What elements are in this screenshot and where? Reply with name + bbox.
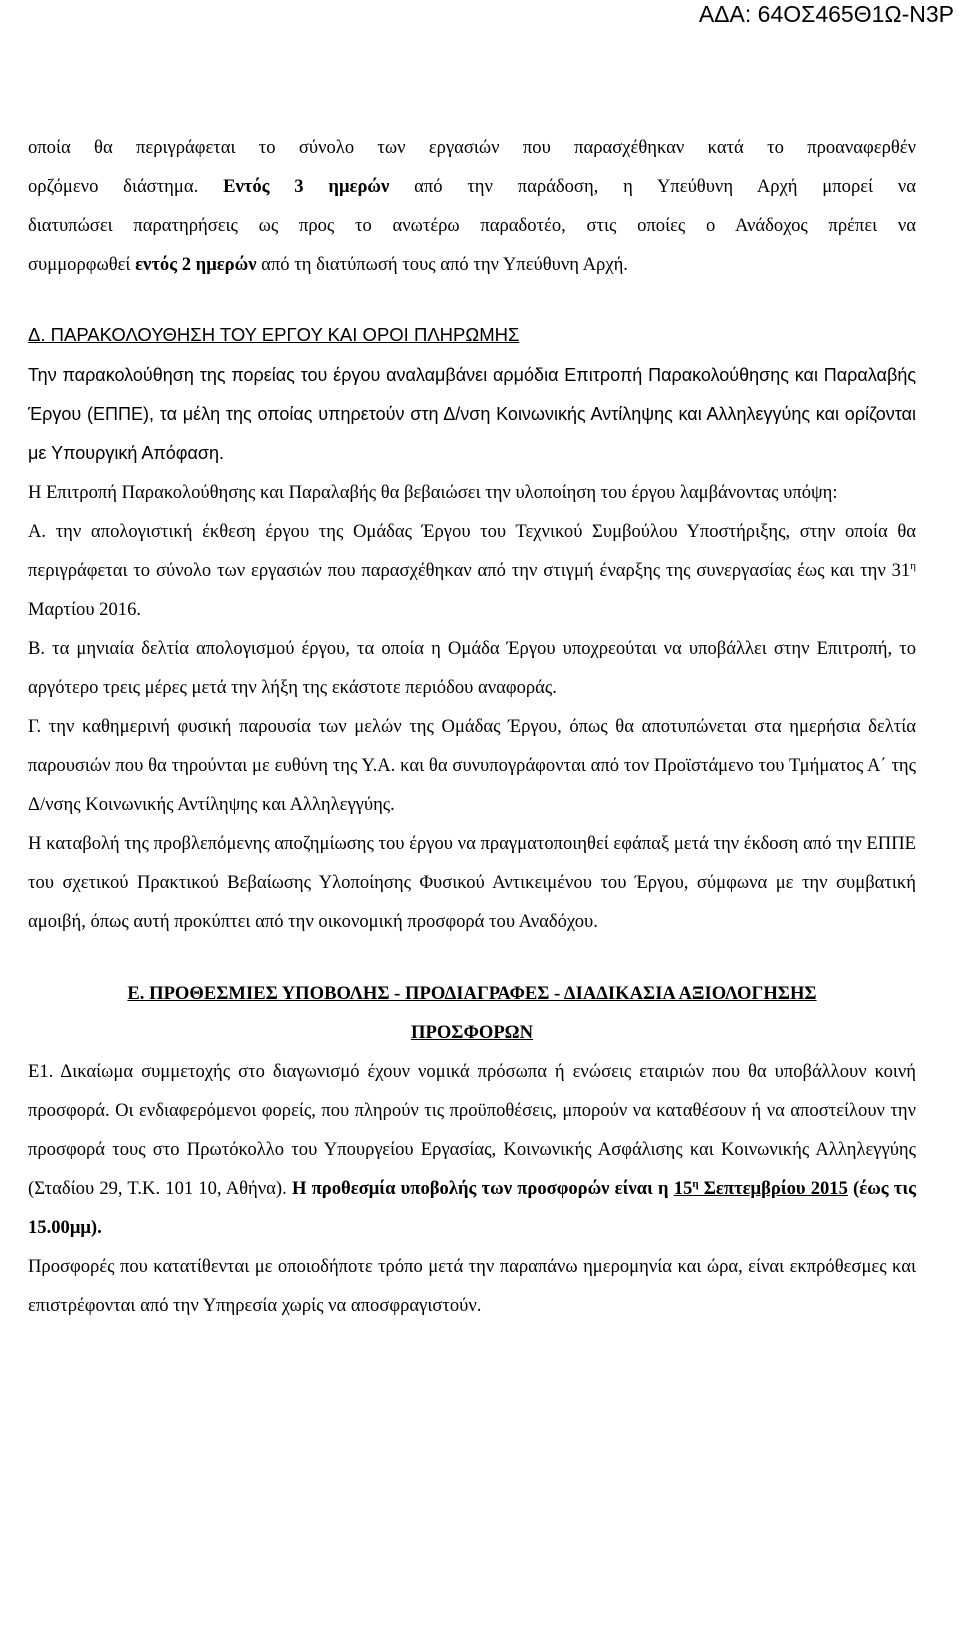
section-e-heading-line2: ΠΡΟΣΦΟΡΩΝ [411,1022,533,1043]
section-d-intro: Την παρακολούθηση της πορείας του έργου αναλαμβάνει αρμόδια Επιτροπή Παρακολούθησης και Παραλαβής Έργου (ΕΠΠΕ), τα μέλη της οποίας υπηρετούν στη Δ/νση Κοινωνικής Αντίληψης και Αλληλεγγύης και ορίζονται με Υπουργική Απόφαση. [28,365,916,463]
e1-paragraph: Ε1. Δικαίωμα συμμετοχής στο διαγωνισμό έχουν νομικά πρόσωπα ή ενώσεις εταιριών που θα υποβάλλουν κοινή προσφορά. Οι ενδιαφερόμενοι φορείς, που πληρούν τις προϋποθέσεις, μπορούν να καταθέσουν ή να αποστείλουν την προσφορά τους στο Πρωτόκολλο του Υπουργείου Εργασίας, Κοινωνικής Ασφάλισης και Κοινωνικής Αλληλεγγύης (Σταδίου 29, Τ.Κ. 101 10, Αθήνα). Η προθεσμία υποβολής των προσφορών είναι η $15^\eta$ Σεπτεμβρίου 2015 (έως τις 15.00μμ). [28,1061,916,1238]
paragraph-line: οποία θα περιγράφεται το σύνολο των εργασιών που παρασχέθηκαν κατά το προαναφερθέν [28,137,916,158]
section-d-heading: Δ. ΠΑΡΑΚΟΛΟΥΘΗΣΗ ΤΟΥ ΕΡΓΟΥ ΚΑΙ ΟΡΟΙ ΠΛΗΡΩΜΗΣ [28,324,520,345]
committee-paragraph: Η Επιτροπή Παρακολούθησης και Παραλαβής θα βεβαιώσει την υλοποίηση του έργου λαμβάνοντας υπόψη: [28,482,838,503]
payment-paragraph: Η καταβολή της προβλεπόμενης αποζημίωσης του έργου να πραγματοποιηθεί εφάπαξ μετά την έκδοση από την ΕΠΠΕ του σχετικού Πρακτικού Βεβαίωσης Υλοποίησης Φυσικού Αντικειμένου του Έργου, σύμφωνα με την συμβατική αμοιβή, όπως αυτή προκύπτει από την οικονομική προσφορά του Αναδόχου. [28,833,916,932]
document-body [28,128,916,1325]
paragraph-line: συμμορφωθεί εντός 2 ημερών από τη διατύπωσή τους από την Υπεύθυνη Αρχή. [28,254,628,275]
item-b: Β. τα μηνιαία δελτία απολογισμού έργου, τα οποία η Ομάδα Έργου υποχρεούται να υποβάλλει στην Επιτροπή, το αργότερο τρεις μέρες μετά την λήξη της εκάστοτε περιόδου αναφοράς. [28,638,916,698]
item-a: Α. την απολογιστική έκθεση έργου της Ομάδας Έργου του Τεχνικού Συμβούλου Υποστήριξης, στην οποία θα περιγράφεται το σύνολο των εργασιών που παρασχέθηκαν από την στιγμή έναρξης της συνεργασίας έως και την $31^\eta$ Μαρτίου 2016. [28,521,916,620]
paragraph-line: διατυπώσει παρατηρήσεις ως προς το ανωτέρω παραδοτέο, στις οποίες ο Ανάδοχος πρέπει να [28,215,916,236]
ada-code: ΑΔΑ: 64ΟΣ465Θ1Ω-Ν3Ρ [698,1,954,27]
paragraph-line: ορζόμενο διάστημα. Εντός 3 ημερών από την παράδοση, η Υπεύθυνη Αρχή μπορεί να [28,176,916,197]
late-offers-paragraph: Προσφορές που κατατίθενται με οποιοδήποτε τρόπο μετά την παραπάνω ημερομηνία και ώρα, είναι εκπρόθεσμες και επιστρέφονται από την Υπηρεσία χωρίς να αποσφραγιστούν. [28,1256,916,1316]
item-c: Γ. την καθημερινή φυσική παρουσία των μελών της Ομάδας Έργου, όπως θα αποτυπώνεται στα ημερήσια δελτία παρουσιών που θα τηρούνται με ευθύνη της Υ.Α. και θα συνυπογράφονται από τον Προϊστάμενο του Τμήματος Α΄ της Δ/νσης Κοινωνικής Αντίληψης και Αλληλεγγύης. [28,716,916,815]
section-e-heading: Ε. ΠΡΟΘΕΣΜΙΕΣ ΥΠΟΒΟΛΗΣ - ΠΡΟΔΙΑΓΡΑΦΕΣ - ΔΙΑΔΙΚΑΣΙΑ ΑΞΙΟΛΟΓΗΣΗΣ [127,983,817,1004]
